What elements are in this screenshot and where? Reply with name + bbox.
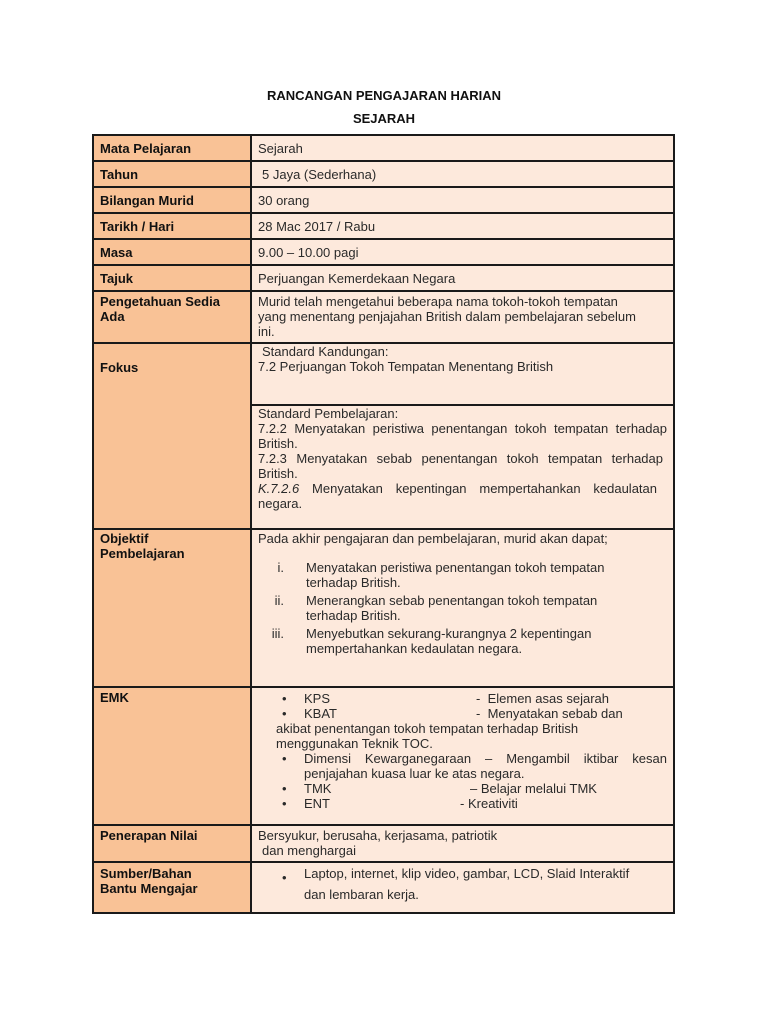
row-label-text: Fokus (100, 360, 139, 375)
row-value: 28 Mac 2017 / Rabu (251, 213, 674, 239)
list-item (258, 866, 667, 909)
emk-desc: Mengambil iktibar kesan (506, 751, 667, 766)
kandungan-heading: Standard Kandungan: (262, 344, 389, 359)
table-row-masa (93, 239, 674, 265)
table-row-mata-pelajaran (93, 135, 674, 161)
pembelajaran-text: Menyatakan sebab penentangan tokoh tempatan terhadap British. (258, 451, 663, 481)
row-label (93, 529, 251, 687)
list-item (258, 593, 667, 623)
row-value: Perjuangan Kemerdekaan Negara (251, 265, 674, 291)
row-value (251, 687, 674, 825)
row-value (251, 161, 674, 187)
emk-key: ENT (304, 796, 330, 811)
emk-key: KPS (304, 691, 331, 706)
pembelajaran-code: K.7.2.6 (258, 481, 300, 496)
table-row-tarikh (93, 213, 674, 239)
pembelajaran-item (258, 451, 667, 481)
row-value: 9.00 – 10.00 pagi (251, 239, 674, 265)
list-item (258, 796, 667, 811)
row-value (251, 825, 674, 862)
emk-desc: Kreativiti (467, 796, 518, 811)
emk-desc: Elemen asas sejarah (487, 691, 609, 706)
table-row-fokus-kandungan (93, 343, 674, 405)
pembelajaran-code: 7.2.2 (258, 421, 287, 436)
row-label (93, 291, 251, 343)
row-label-line: Ada (100, 309, 125, 324)
list-item-number: iii. (271, 626, 284, 641)
list-item-text: Menerangkan sebab penentangan tokoh tempatan terhadap British. (306, 593, 598, 623)
row-label: Tajuk (93, 265, 251, 291)
pembelajaran-text: Menyatakan kepentingan mempertahankan kedaulatan negara. (258, 481, 657, 511)
table-row-sumber (93, 862, 674, 913)
list-item (258, 626, 667, 656)
emk-sep: – (485, 751, 493, 766)
sumber-list (258, 866, 667, 909)
list-item (258, 781, 667, 796)
row-label: Tarikh / Hari (93, 213, 251, 239)
nilai-line: dan menghargai (262, 843, 356, 858)
pembelajaran-item (258, 421, 667, 451)
emk-continuation: penjajahan kuasa luar ke atas negara. (304, 766, 525, 781)
list-item (258, 706, 667, 751)
sumber-line: dan lembaran kerja. (304, 887, 419, 902)
emk-list (258, 691, 667, 811)
row-label-line: Pembelajaran (100, 546, 185, 561)
objektif-list (258, 560, 667, 656)
row-label: Mata Pelajaran (93, 135, 251, 161)
table-row-tahun (93, 161, 674, 187)
emk-sep: – (470, 781, 478, 796)
list-item (258, 560, 667, 590)
bullet-icon: • (282, 781, 287, 796)
row-label-line: Objektif (100, 531, 149, 546)
emk-key: TMK (304, 781, 332, 796)
bullet-icon: • (282, 870, 287, 885)
row-label: Masa (93, 239, 251, 265)
row-value (251, 862, 674, 913)
row-label-line: Pengetahuan Sedia (100, 294, 220, 309)
emk-desc: Belajar melalui TMK (480, 781, 597, 796)
table-row-pengetahuan (93, 291, 674, 343)
list-item-text: Menyebutkan sekurang-kurangnya 2 kepentingan mempertahankan kedaulatan negara. (306, 626, 592, 656)
table-row-tajuk (93, 265, 674, 291)
emk-sep: - (476, 706, 481, 721)
row-value: Murid telah mengetahui beberapa nama tokoh-tokoh tempatan yang menentang penjajahan British dalam pembelajaran sebelum ini. (251, 291, 674, 343)
bullet-icon: • (282, 706, 287, 721)
row-value (251, 529, 674, 687)
list-item (258, 751, 667, 781)
emk-key: KBAT (304, 706, 337, 721)
pembelajaran-heading: Standard Pembelajaran: (258, 406, 399, 421)
table-row-emk (93, 687, 674, 825)
lesson-plan-table (92, 134, 675, 914)
list-item (258, 691, 667, 706)
document-title: RANCANGAN PENGAJARAN HARIAN (266, 88, 501, 103)
objektif-intro: Pada akhir pengajaran dan pembelajaran, murid akan dapat; (258, 531, 608, 546)
emk-sep: - (460, 796, 465, 811)
list-item-number: i. (277, 560, 284, 575)
emk-continuation: akibat penentangan tokoh tempatan terhadap British menggunakan Teknik TOC. (276, 721, 579, 751)
emk-desc: Menyatakan sebab dan (487, 706, 623, 721)
row-label-line: Bantu Mengajar (100, 881, 198, 896)
fokus-kandungan-cell (251, 343, 674, 405)
bullet-icon: • (282, 751, 287, 766)
row-label-line: Sumber/Bahan (100, 866, 192, 881)
nilai-line: Bersyukur, berusaha, kerjasama, patriotik (258, 828, 498, 843)
table-row-objektif (93, 529, 674, 687)
list-item-number: ii. (274, 593, 284, 608)
pembelajaran-code: 7.2.3 (258, 451, 287, 466)
table-row-nilai (93, 825, 674, 862)
row-label (93, 862, 251, 913)
row-label: Bilangan Murid (93, 187, 251, 213)
emk-sep: - (476, 691, 481, 706)
row-value: Sejarah (251, 135, 674, 161)
bullet-icon: • (282, 691, 287, 706)
row-label: Penerapan Nilai (93, 825, 251, 862)
pembelajaran-item (258, 481, 667, 511)
pembelajaran-text: Menyatakan peristiwa penentangan tokoh tempatan terhadap British. (258, 421, 667, 451)
sumber-line: Laptop, internet, klip video, gambar, LCD, Slaid Interaktif (304, 866, 630, 881)
kandungan-item: 7.2 Perjuangan Tokoh Tempatan Menentang British (258, 359, 554, 374)
list-item-text: Menyatakan peristiwa penentangan tokoh tempatan terhadap British. (306, 560, 605, 590)
row-value: 30 orang (251, 187, 674, 213)
emk-key: Dimensi Kewarganegaraan (304, 751, 472, 766)
row-label: EMK (93, 687, 251, 825)
bullet-icon: • (282, 796, 287, 811)
table-row-bilangan-murid (93, 187, 674, 213)
row-value-text: 5 Jaya (Sederhana) (262, 167, 377, 182)
row-label: Tahun (93, 161, 251, 187)
document-subtitle: SEJARAH (352, 111, 416, 126)
fokus-pembelajaran-cell (251, 405, 674, 529)
row-label (93, 343, 251, 529)
